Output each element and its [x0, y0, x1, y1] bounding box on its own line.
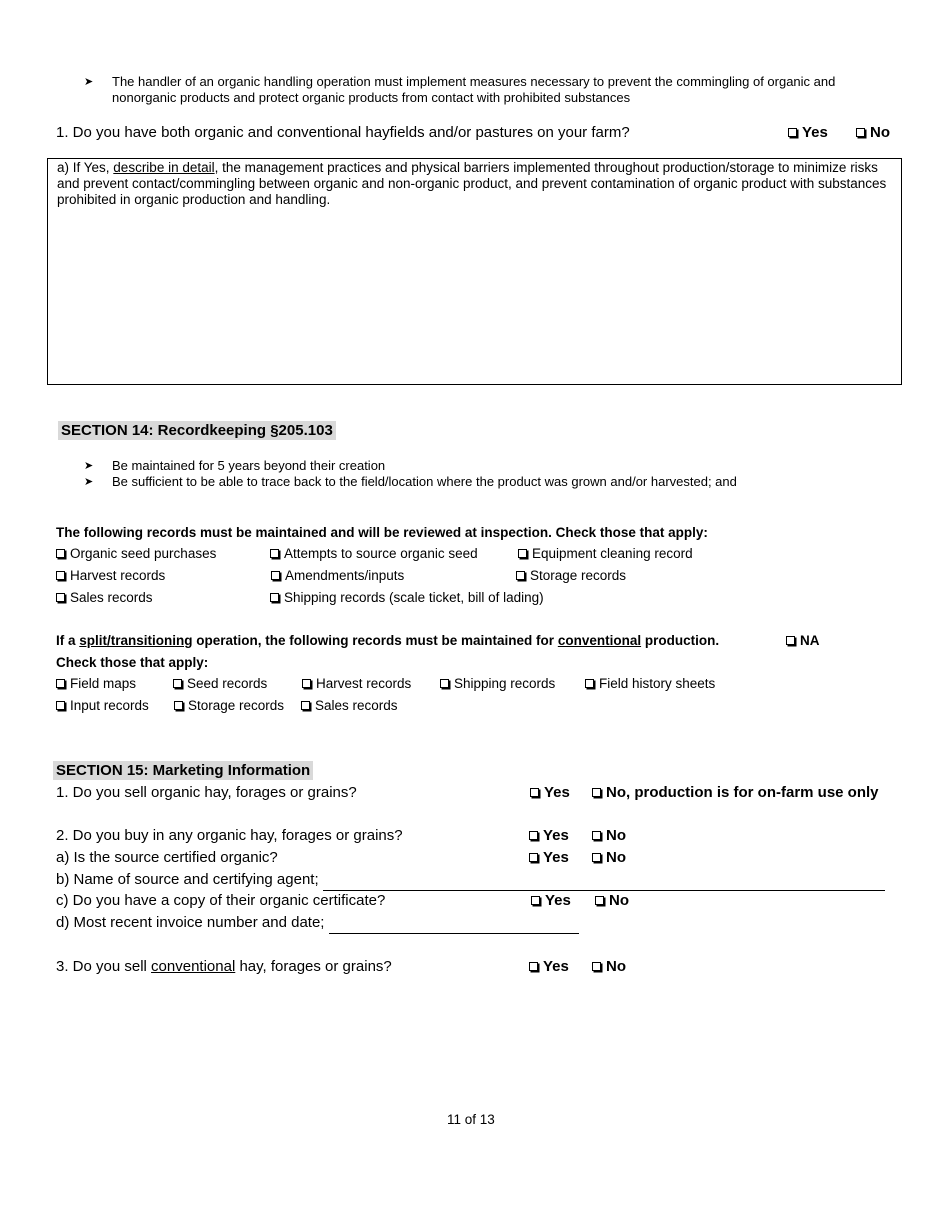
source-agent-input[interactable] [323, 873, 885, 891]
checkbox-icon [529, 962, 538, 971]
checkbox-icon [592, 962, 601, 971]
conv-sales-records-checkbox[interactable]: Sales records [301, 698, 398, 713]
checkbox-icon [595, 896, 604, 905]
conv-field-history-checkbox[interactable]: Field history sheets [585, 676, 715, 691]
record-shipping-checkbox[interactable]: Shipping records (scale ticket, bill of lading) [270, 590, 544, 605]
checkbox-icon [301, 701, 310, 710]
arrow-bullet-icon: ➤ [84, 460, 94, 472]
record-harvest-checkbox[interactable]: Harvest records [56, 568, 165, 583]
s15-question-2: 2. Do you buy in any organic hay, forages or grains? [56, 827, 403, 844]
checkbox-icon [518, 549, 527, 558]
records-heading: The following records must be maintained and will be reviewed at inspection. Check those that apply: [56, 525, 708, 540]
checkbox-icon [516, 571, 525, 580]
record-amendments-checkbox[interactable]: Amendments/inputs [271, 568, 404, 583]
checkbox-icon [592, 853, 601, 862]
checkbox-icon [856, 128, 865, 137]
conv-field-maps-checkbox[interactable]: Field maps [56, 676, 136, 691]
record-sales-checkbox[interactable]: Sales records [56, 590, 153, 605]
checkbox-icon [592, 831, 601, 840]
s15-question-1: 1. Do you sell organic hay, forages or grains? [56, 784, 357, 801]
s15-q1-yes-checkbox[interactable]: Yes [530, 784, 570, 801]
s15-question-2a: a) Is the source certified organic? [56, 849, 278, 866]
question-1-organic-conventional: 1. Do you have both organic and conventional hayfields and/or pastures on your farm? [56, 124, 630, 141]
arrow-bullet-icon: ➤ [84, 476, 94, 488]
s15-q2c-no-checkbox[interactable]: No [595, 892, 629, 909]
q1-no-checkbox[interactable]: No [856, 124, 890, 141]
checkbox-icon [174, 701, 183, 710]
conv-input-records-checkbox[interactable]: Input records [56, 698, 149, 713]
s15-q2c-yes-checkbox[interactable]: Yes [531, 892, 571, 909]
checkbox-icon [270, 549, 279, 558]
s15-q1-no-checkbox[interactable]: No, production is for on-farm use only [592, 784, 879, 801]
na-checkbox[interactable]: NA [786, 633, 820, 648]
invoice-input[interactable] [329, 916, 579, 934]
checkbox-icon [531, 896, 540, 905]
split-operation-heading: If a split/transitioning operation, the following records must be maintained for conventional production. [56, 633, 720, 648]
s15-question-2c: c) Do you have a copy of their organic certificate? [56, 892, 386, 909]
checkbox-icon [530, 788, 539, 797]
check-those-that-apply: Check those that apply: [56, 655, 209, 670]
arrow-bullet-icon: ➤ [84, 76, 94, 88]
s15-q2a-yes-checkbox[interactable]: Yes [529, 849, 569, 866]
describe-in-detail-textarea[interactable]: a) If Yes, describe in detail, the management practices and physical barriers implemented throughout production/storage to minimize risks and prevent contact/commingling between organic and non-organic product, and prevent contamination of organic product with substances prohibited in organic production and handling. [47, 158, 902, 385]
section-15-title: SECTION 15: Marketing Information [53, 761, 313, 780]
s15-q3-yes-checkbox[interactable]: Yes [529, 958, 569, 975]
checkbox-icon [786, 636, 795, 645]
checkbox-icon [529, 853, 538, 862]
section-14-title: SECTION 14: Recordkeeping §205.103 [58, 421, 336, 440]
s15-q3-no-checkbox[interactable]: No [592, 958, 626, 975]
checkbox-icon [270, 593, 279, 602]
conv-seed-records-checkbox[interactable]: Seed records [173, 676, 267, 691]
checkbox-icon [585, 679, 594, 688]
s15-q2a-no-checkbox[interactable]: No [592, 849, 626, 866]
checkbox-icon [56, 593, 65, 602]
checkbox-icon [440, 679, 449, 688]
record-organic-seed-checkbox[interactable]: Organic seed purchases [56, 546, 216, 561]
s15-q2-no-checkbox[interactable]: No [592, 827, 626, 844]
s15-question-2b: b) Name of source and certifying agent; [56, 871, 885, 891]
intro-bullet-text: The handler of an organic handling operation must implement measures necessary to prevent the commingling of organic and nonorganic products and protect organic products from contact with prohibited substances [112, 74, 836, 105]
page-number: 11 of 13 [447, 1112, 495, 1127]
record-storage-checkbox[interactable]: Storage records [516, 568, 626, 583]
conv-storage-records-checkbox[interactable]: Storage records [174, 698, 284, 713]
checkbox-icon [56, 549, 65, 558]
checkbox-icon [529, 831, 538, 840]
checkbox-icon [173, 679, 182, 688]
checkbox-icon [56, 571, 65, 580]
conv-harvest-records-checkbox[interactable]: Harvest records [302, 676, 411, 691]
s15-question-3: 3. Do you sell conventional hay, forages or grains? [56, 958, 392, 975]
checkbox-icon [788, 128, 797, 137]
s15-q2-yes-checkbox[interactable]: Yes [529, 827, 569, 844]
checkbox-icon [302, 679, 311, 688]
q1-yes-checkbox[interactable]: Yes [788, 124, 828, 141]
checkbox-icon [592, 788, 601, 797]
checkbox-icon [56, 701, 65, 710]
s15-question-2d: d) Most recent invoice number and date; [56, 914, 579, 934]
record-attempts-source-checkbox[interactable]: Attempts to source organic seed [270, 546, 478, 561]
checkbox-icon [56, 679, 65, 688]
checkbox-icon [271, 571, 280, 580]
record-equipment-cleaning-checkbox[interactable]: Equipment cleaning record [518, 546, 693, 561]
conv-shipping-records-checkbox[interactable]: Shipping records [440, 676, 555, 691]
